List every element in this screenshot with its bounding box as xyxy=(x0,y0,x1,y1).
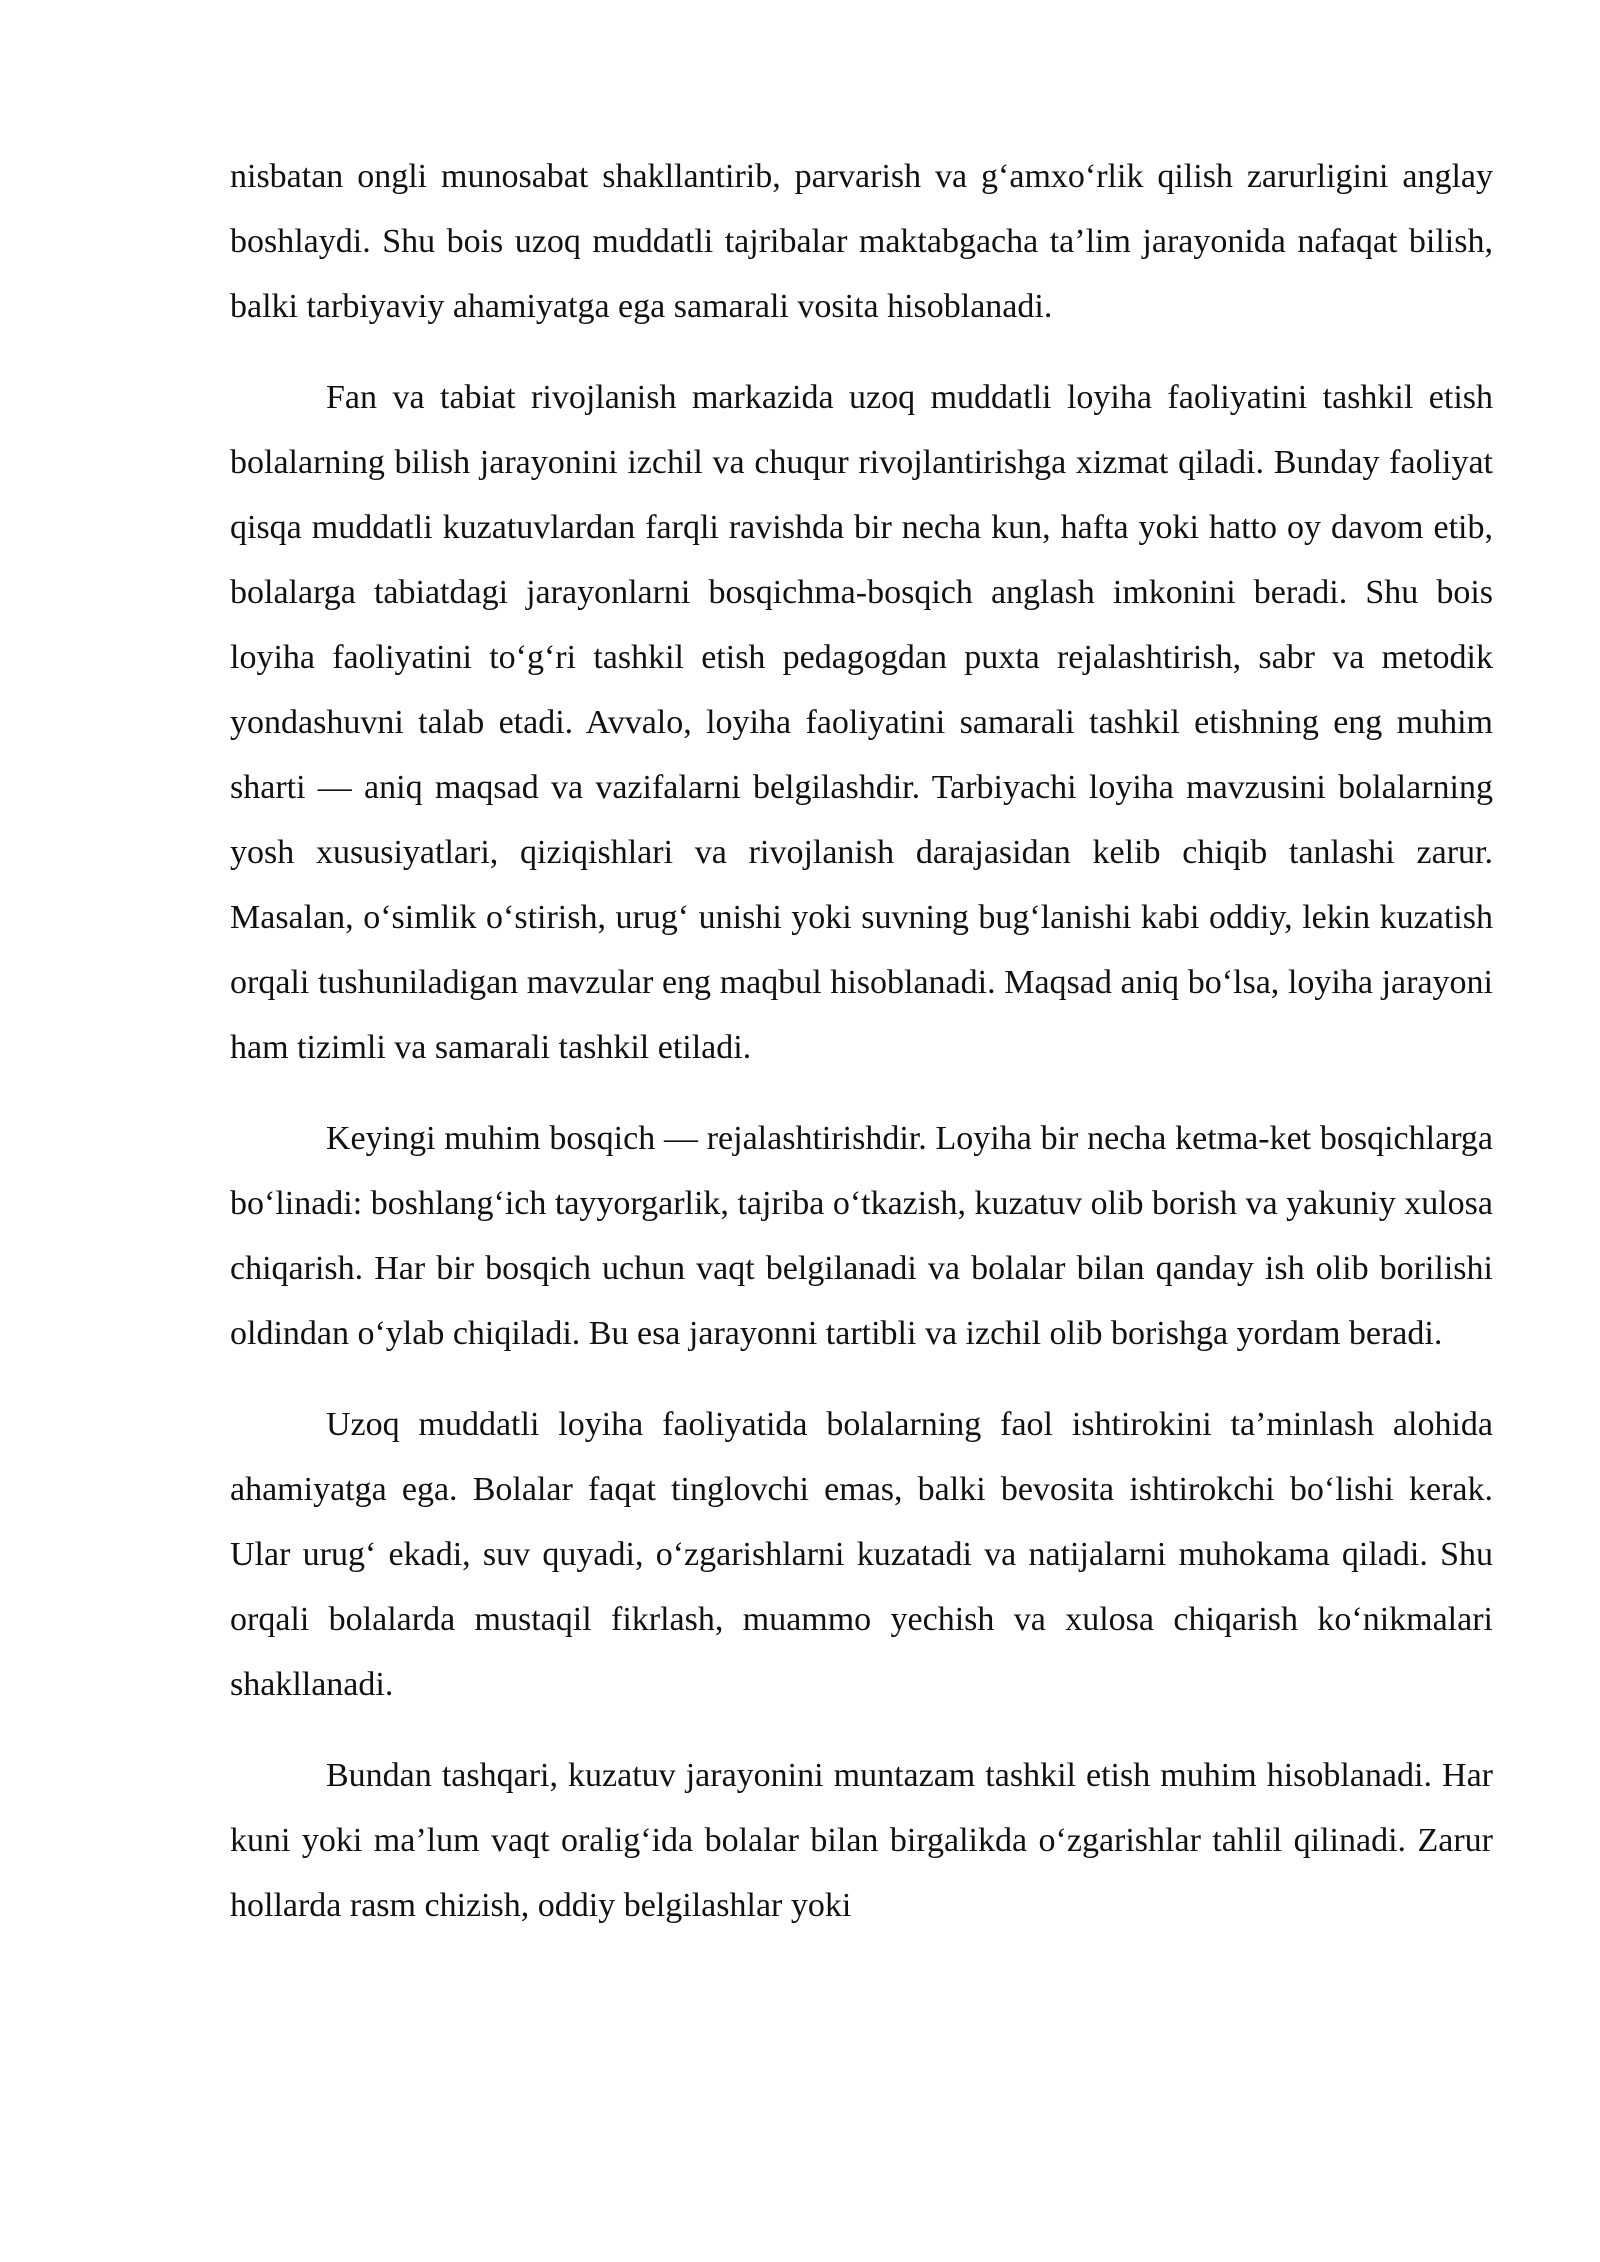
paragraph-5: Bundan tashqari, kuzatuv jarayonini muntazam tashkil etish muhim hisoblanadi. Har kuni yoki ma’lum vaqt oralig‘ida bolalar bilan birgalikda o‘zgarishlar tahlil qilinadi. Zarur hollarda rasm chizish, oddiy belgilashlar yoki xyxy=(230,1757,1493,1924)
paragraph-1: nisbatan ongli munosabat shakllantirib, parvarish va g‘amxo‘rlik qilish zarurligini anglay boshlaydi. Shu bois uzoq muddatli tajribalar maktabgacha ta’lim jarayonida nafaqat bilish, balki tarbiyaviy ahamiyatga ega samarali vosita hisoblanadi. xyxy=(230,158,1493,325)
document-body xyxy=(230,144,1493,1964)
paragraph-3: Keyingi muhim bosqich — rejalashtirishdir. Loyiha bir necha ketma-ket bosqichlarga bo‘linadi: boshlang‘ich tayyorgarlik, tajriba o‘tkazish, kuzatuv olib borish va yakuniy xulosa chiqarish. Har bir bosqich uchun vaqt belgilanadi va bolalar bilan qanday ish olib borilishi oldindan o‘ylab chiqiladi. Bu esa jarayonni tartibli va izchil olib borishga yordam beradi. xyxy=(230,1120,1493,1352)
paragraph-4: Uzoq muddatli loyiha faoliyatida bolalarning faol ishtirokini ta’minlash alohida ahamiyatga ega. Bolalar faqat tinglovchi emas, balki bevosita ishtirokchi bo‘lishi kerak. Ular urug‘ ekadi, suv quyadi, o‘zgarishlarni kuzatadi va natijalarni muhokama qiladi. Shu orqali bolalarda mustaqil fikrlash, muammo yechish va xulosa chiqarish ko‘nikmalari shakllanadi. xyxy=(230,1406,1493,1703)
paragraph-2: Fan va tabiat rivojlanish markazida uzoq muddatli loyiha faoliyatini tashkil etish bolalarning bilish jarayonini izchil va chuqur rivojlantirishga xizmat qiladi. Bunday faoliyat qisqa muddatli kuzatuvlardan farqli ravishda bir necha kun, hafta yoki hatto oy davom etib, bolalarga tabiatdagi jarayonlarni bosqichma-bosqich anglash imkonini beradi. Shu bois loyiha faoliyatini to‘g‘ri tashkil etish pedagogdan puxta rejalashtirish, sabr va metodik yondashuvni talab etadi. Avvalo, loyiha faoliyatini samarali tashkil etishning eng muhim sharti — aniq maqsad va vazifalarni belgilashdir. Tarbiyachi loyiha mavzusini bolalarning yosh xususiyatlari, qiziqishlari va rivojlanish darajasidan kelib chiqib tanlashi zarur. Masalan, o‘simlik o‘stirish, urug‘ unishi yoki suvning bug‘lanishi kabi oddiy, lekin kuzatish orqali tushuniladigan mavzular eng maqbul hisoblanadi. Maqsad aniq bo‘lsa, loyiha jarayoni ham tizimli va samarali tashkil etiladi. xyxy=(230,379,1493,1066)
